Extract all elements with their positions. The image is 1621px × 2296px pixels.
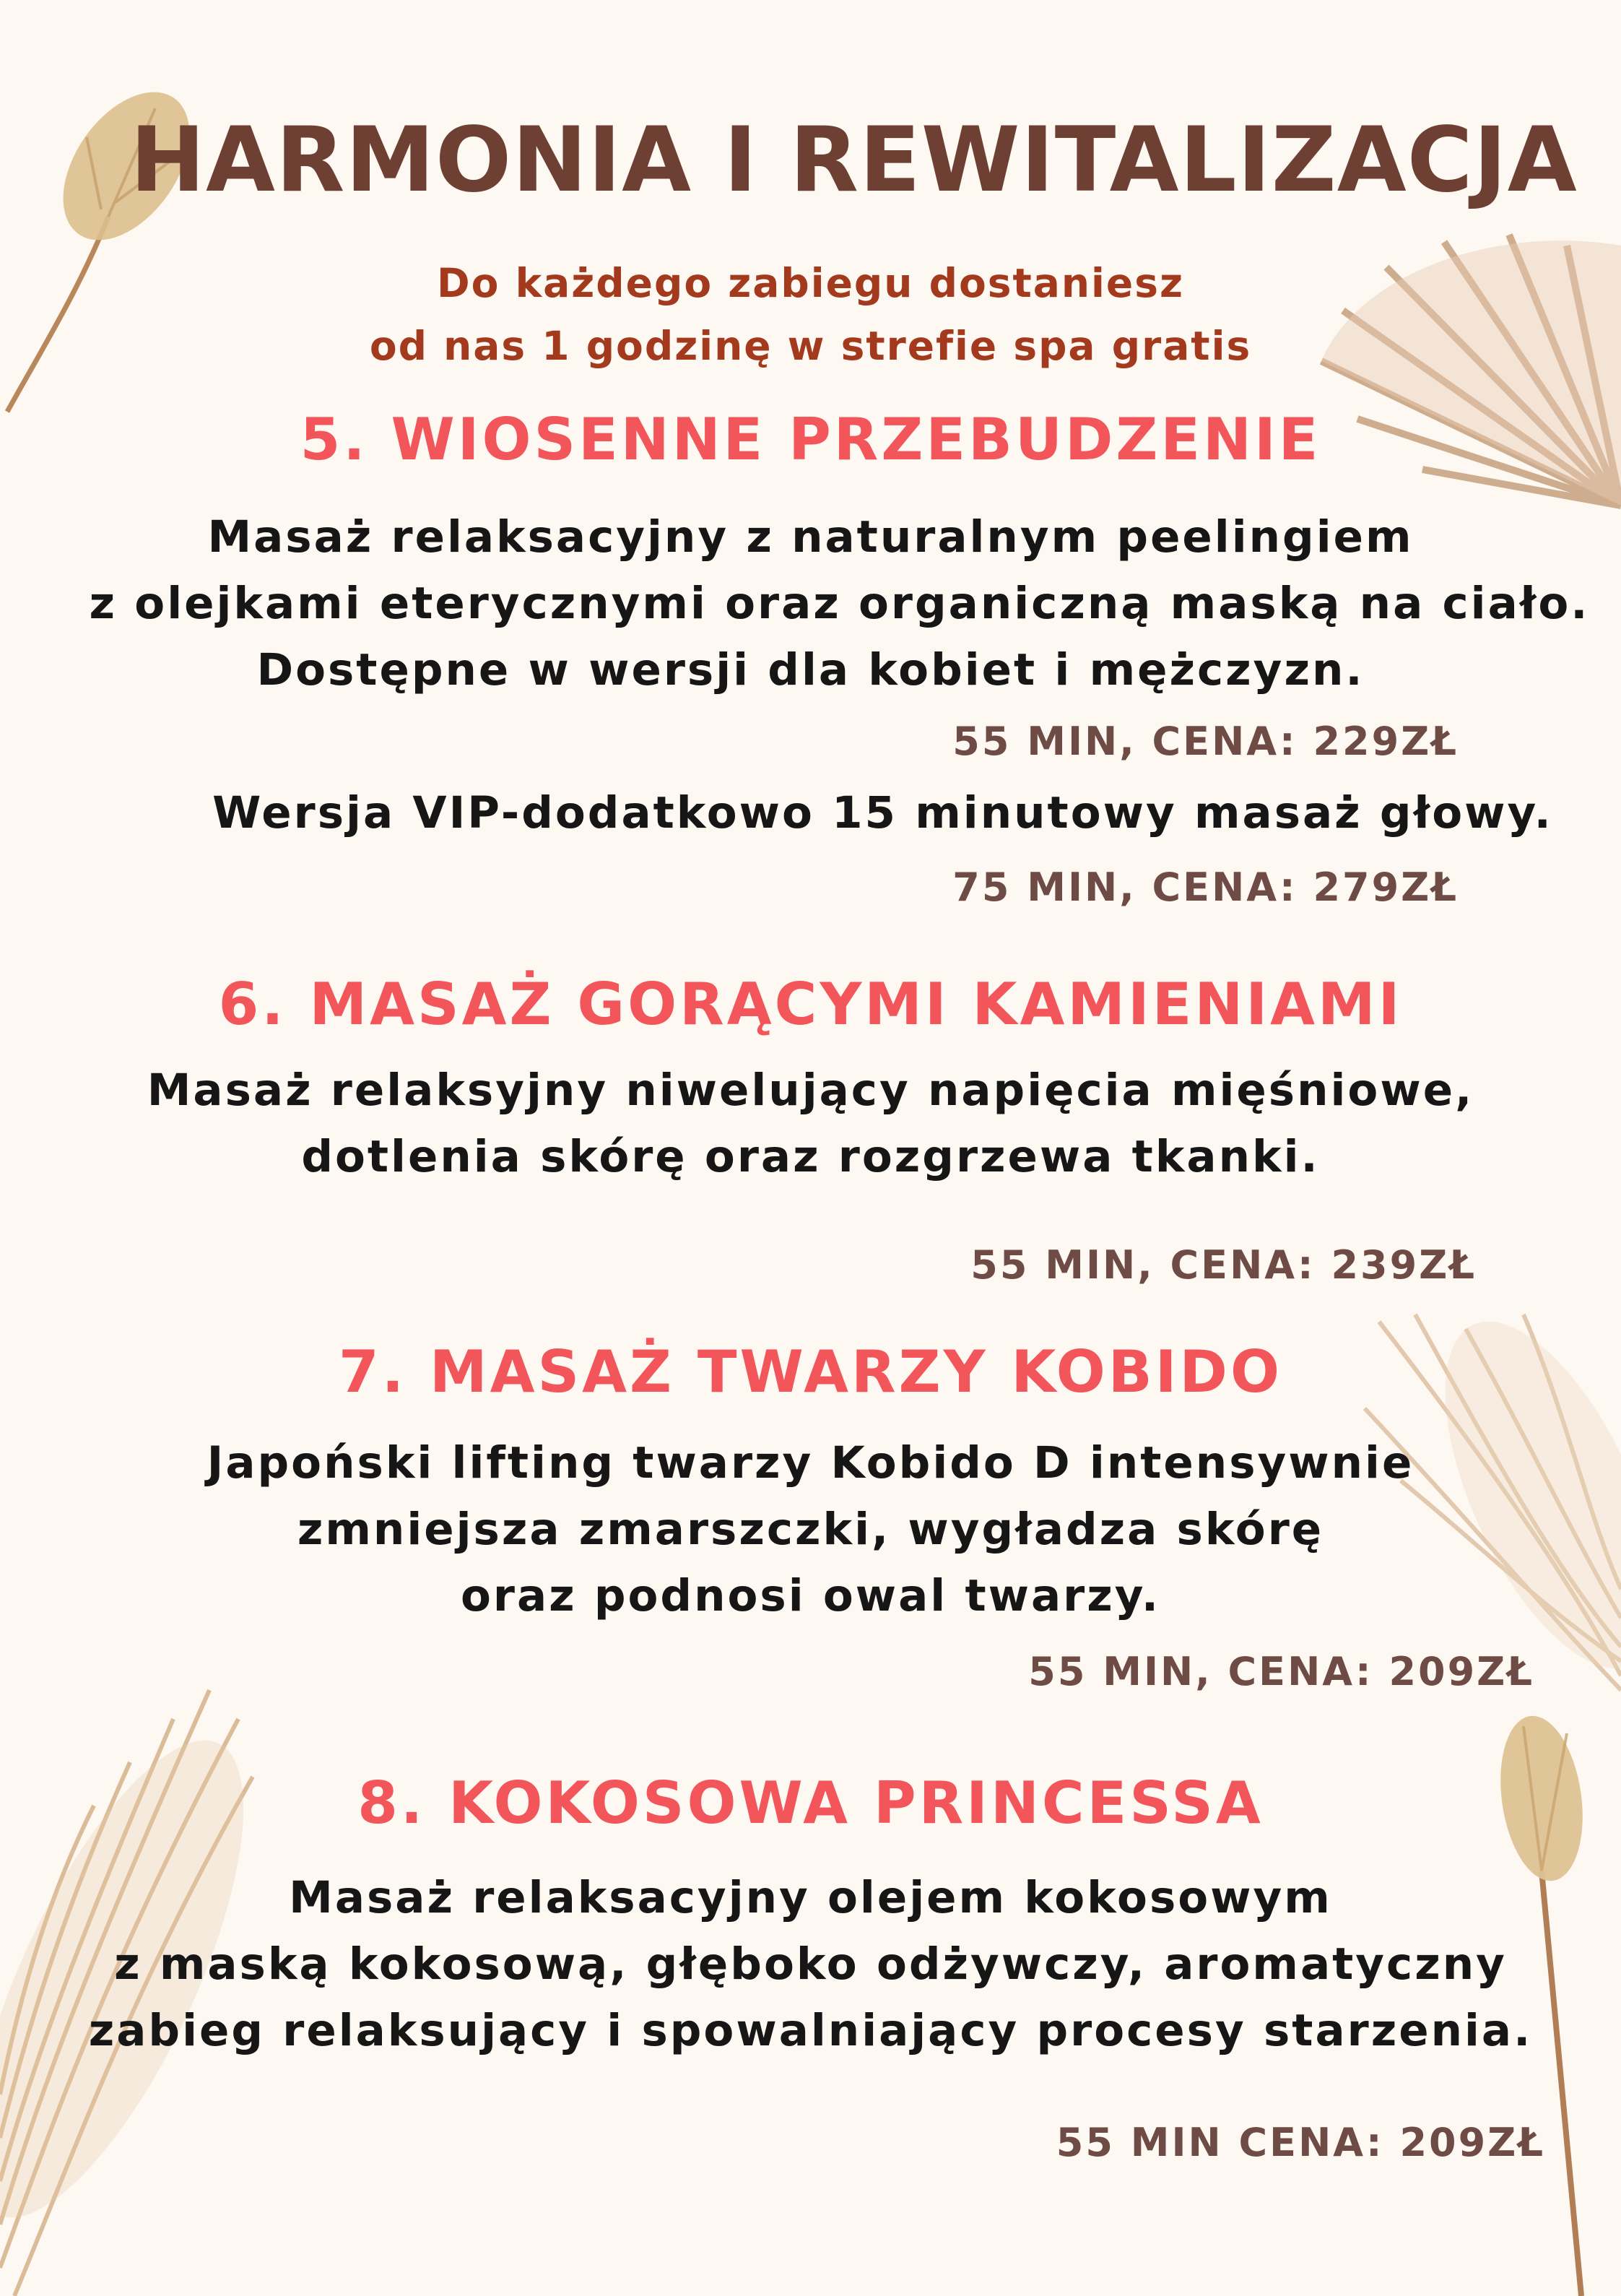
treatment-price: 55 MIN, CENA: 229ZŁ: [952, 719, 1459, 764]
treatment-heading: 6. MASAŻ GORĄCYMI KAMIENIAMI: [218, 971, 1403, 1038]
treatment-vip-price: 75 MIN, CENA: 279ZŁ: [952, 865, 1459, 910]
subtitle-line-1: Do każdego zabiegu dostaniesz: [437, 260, 1184, 306]
treatment-heading: 8. KOKOSOWA PRINCESSA: [357, 1769, 1264, 1837]
subtitle-line-2: od nas 1 godzinę w strefie spa gratis: [369, 323, 1252, 369]
treatment-description-line: z olejkami eterycznymi oraz organiczną maską na ciało.: [89, 578, 1590, 629]
treatment-description-line: z maską kokosową, głęboko odżywczy, aromatyczny: [114, 1938, 1507, 1990]
treatment-description-line: zmniejsza zmarszczki, wygładza skórę: [297, 1504, 1324, 1555]
treatment-description-line: Japoński lifting twarzy Kobido D intensywnie: [207, 1437, 1414, 1489]
treatment-description-line: Masaż relaksyjny niwelujący napięcia mięśniowe,: [147, 1065, 1474, 1116]
treatment-description-line: zabieg relaksujący i spowalniający procesy starzenia.: [88, 2005, 1533, 2056]
treatment-vip-text: Wersja VIP-dodatkowo 15 minutowy masaż głowy.: [212, 787, 1553, 839]
treatment-price: 55 MIN, CENA: 239ZŁ: [970, 1242, 1477, 1288]
treatment-heading: 7. MASAŻ TWARZY KOBIDO: [339, 1338, 1282, 1405]
treatment-description-line: Masaż relaksacyjny olejem kokosowym: [289, 1872, 1332, 1923]
treatment-heading: 5. WIOSENNE PRZEBUDZENIE: [300, 406, 1321, 473]
treatment-description-line: oraz podnosi owal twarzy.: [460, 1570, 1161, 1621]
treatment-price: 55 MIN, CENA: 209ZŁ: [1028, 1649, 1534, 1694]
page-title: HARMONIA I REWITALIZACJA: [130, 108, 1578, 212]
treatment-description-line: Dostępne w wersji dla kobiet i mężczyzn.: [256, 644, 1365, 696]
treatment-description-line: dotlenia skórę oraz rozgrzewa tkanki.: [301, 1131, 1320, 1182]
treatment-description-line: Masaż relaksacyjny z naturalnym peelingiem: [207, 511, 1414, 563]
treatment-price: 55 MIN CENA: 209ZŁ: [1056, 2120, 1545, 2165]
